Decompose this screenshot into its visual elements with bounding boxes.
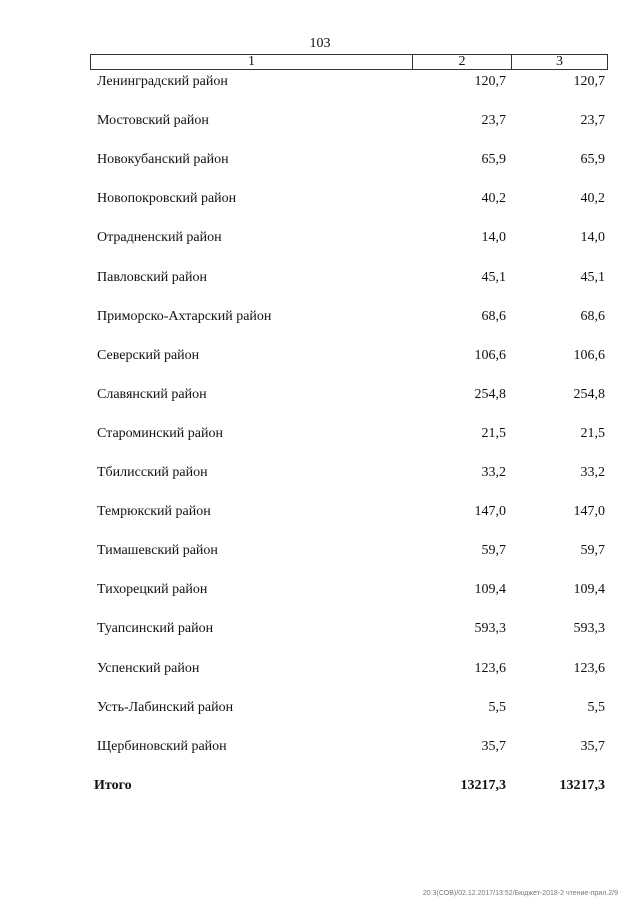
table-row (0, 189, 640, 209)
district-name: Павловский район (97, 269, 207, 285)
value-col-2: 106,6 (474, 347, 506, 363)
value-col-2: 120,7 (474, 74, 506, 89)
value-col-3: 23,7 (580, 113, 605, 129)
value-col-2: 254,8 (474, 386, 506, 402)
district-name: Щербиновский район (97, 738, 227, 754)
value-col-3: 65,9 (580, 152, 605, 168)
table-row (0, 385, 640, 405)
value-col-3: 593,3 (573, 621, 605, 637)
district-name: Ленинградский район (97, 74, 228, 89)
value-col-3: 106,6 (573, 347, 605, 363)
total-value-col-3: 13217,3 (559, 777, 605, 793)
table-header-col-1: 1 (91, 55, 413, 69)
district-name: Тихорецкий район (97, 582, 208, 598)
table-row (0, 659, 640, 679)
table-row (0, 111, 640, 131)
value-col-2: 65,9 (481, 152, 506, 168)
table-row (0, 424, 640, 444)
table-row (0, 268, 640, 288)
value-col-2: 33,2 (481, 465, 506, 480)
value-col-3: 5,5 (587, 699, 605, 715)
table-row (0, 307, 640, 327)
table-row (0, 737, 640, 757)
value-col-3: 59,7 (580, 543, 605, 559)
value-col-3: 123,6 (573, 660, 605, 676)
district-name: Староминский район (97, 425, 223, 441)
table-row (0, 228, 640, 248)
district-name: Мостовский район (97, 113, 209, 129)
total-label: Итого (94, 777, 132, 793)
table-header-row (90, 54, 608, 70)
value-col-2: 23,7 (481, 113, 506, 129)
value-col-3: 109,4 (573, 582, 605, 598)
district-name: Тбилисский район (97, 465, 208, 480)
value-col-2: 109,4 (474, 582, 506, 598)
value-col-2: 14,0 (481, 230, 506, 246)
district-name: Усть-Лабинский район (97, 699, 234, 715)
value-col-3: 33,2 (580, 465, 605, 480)
table-row (0, 619, 640, 639)
district-name: Темрюкский район (97, 504, 211, 520)
value-col-3: 120,7 (573, 74, 605, 89)
district-name: Туапсинский район (97, 621, 214, 637)
value-col-3: 14,0 (580, 230, 605, 246)
value-col-3: 147,0 (573, 504, 605, 520)
value-col-2: 40,2 (481, 191, 506, 207)
value-col-3: 35,7 (580, 738, 605, 754)
value-col-2: 147,0 (474, 504, 506, 520)
page-number: 103 (309, 36, 331, 51)
value-col-3: 254,8 (573, 386, 605, 402)
table-row (0, 698, 640, 718)
value-col-2: 593,3 (474, 621, 506, 637)
district-name: Славянский район (97, 386, 207, 402)
table-row (0, 502, 640, 522)
table-row (0, 541, 640, 561)
table-header-col-2: 2 (413, 55, 512, 69)
district-name: Приморско-Ахтарский район (97, 308, 272, 324)
value-col-3: 40,2 (580, 191, 605, 207)
table-row (0, 463, 640, 483)
table-row (0, 580, 640, 600)
value-col-2: 21,5 (481, 425, 506, 441)
table-header-col-3: 3 (556, 54, 563, 69)
district-name: Новопокровский район (97, 191, 237, 207)
footer-file-note: 20 3(СОВ)/02.12.2017/13:52/Бюджет-2018-2 чтение-прил.2/9 (422, 890, 618, 897)
value-col-3: 68,6 (580, 308, 605, 324)
value-col-2: 5,5 (488, 699, 506, 715)
table-row (0, 72, 640, 92)
total-value-col-2: 13217,3 (460, 777, 506, 793)
table-total-row (0, 776, 640, 796)
value-col-3: 21,5 (580, 425, 605, 441)
value-col-2: 68,6 (481, 308, 506, 324)
table-row (0, 346, 640, 366)
district-name: Тимашевский район (97, 543, 218, 559)
district-name: Отрадненский район (97, 230, 222, 246)
value-col-2: 123,6 (474, 660, 506, 676)
table-row (0, 150, 640, 170)
value-col-2: 59,7 (481, 543, 506, 559)
district-name: Северский район (97, 347, 200, 363)
district-name: Новокубанский район (97, 152, 229, 168)
district-name: Успенский район (97, 660, 200, 676)
value-col-2: 45,1 (481, 269, 506, 285)
value-col-3: 45,1 (580, 269, 605, 285)
value-col-2: 35,7 (481, 738, 506, 754)
